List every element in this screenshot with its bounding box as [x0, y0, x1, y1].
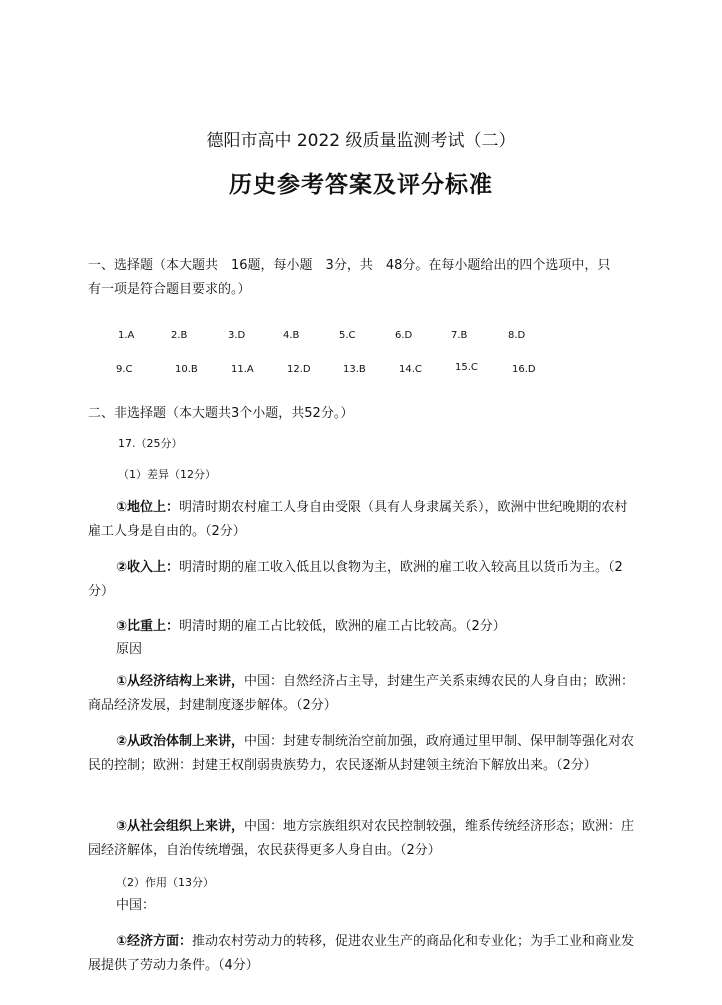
section1-heading-line1: 一、选择题（本大题共 16题，每小题 3分，共 48分。在每小题给出的四个选项中，只: [88, 258, 611, 273]
answer-item: 5.C: [339, 330, 356, 341]
answer-item: 12.D: [287, 364, 311, 375]
china-heading: 中国：: [116, 898, 156, 913]
point-label: ②从政治体制上来讲，: [116, 734, 245, 749]
point-text: 中国：自然经济占主导，封建生产关系束缚农民的人身自由；欧洲：商品经济发展，封建制度逐步解体。（2分）: [88, 674, 635, 713]
answer-item: 1.A: [118, 330, 135, 341]
effect-point-1: [88, 930, 636, 978]
difference-point-1: [88, 496, 636, 544]
point-label: ③从社会组织上来讲，: [116, 819, 245, 834]
point-text: 明清时期的雇工占比较低，欧洲的雇工占比较高。（2分）: [179, 619, 506, 634]
point-label: ①经济方面：: [116, 934, 193, 949]
answer-item: 3.D: [228, 330, 246, 341]
question-17-label: 17.（25分）: [118, 437, 183, 450]
part1-heading: （1）差异（12分）: [118, 468, 216, 481]
answer-item: 8.D: [508, 330, 526, 341]
answer-item: 10.B: [175, 364, 198, 375]
difference-point-2: [88, 556, 636, 604]
reason-point-1: [88, 670, 636, 718]
answer-item: 6.D: [395, 330, 413, 341]
answer-item: 4.B: [283, 330, 300, 341]
point-label: ③比重上：: [116, 619, 180, 634]
reason-heading: 原因: [116, 642, 143, 657]
answer-item: 11.A: [231, 364, 254, 375]
point-label: ①从经济结构上来讲，: [116, 674, 245, 689]
point-text: 推动农村劳动力的转移，促进农业生产的商品化和专业化；为手工业和商业发展提供了劳动力条件。（4分）: [88, 934, 635, 973]
answer-item: 14.C: [399, 364, 422, 375]
point-label: ②收入上：: [116, 560, 180, 575]
answer-item: 16.D: [512, 364, 536, 375]
point-text: 明清时期的雇工收入低且以食物为主，欧洲的雇工收入较高且以货币为主。（2分）: [88, 560, 623, 599]
point-label: ①地位上：: [116, 500, 180, 515]
point-text: 中国：封建专制统治空前加强，政府通过里甲制、保甲制等强化对农民的控制；欧洲：封建王权削弱贵族势力，农民逐渐从封建领主统治下解放出来。（2分）: [88, 734, 635, 773]
answer-item: 9.C: [116, 364, 133, 375]
reason-point-2: [88, 730, 636, 778]
answer-item: 13.B: [343, 364, 366, 375]
answer-item: 15.C: [455, 362, 478, 373]
section2-heading: 二、非选择题（本大题共3个小题，共52分。）: [88, 406, 354, 421]
part2-heading: （2）作用（13分）: [116, 876, 214, 889]
reason-point-3: [88, 815, 636, 863]
point-text: 中国：地方宗族组织对农民控制较强，维系传统经济形态；欧洲：庄园经济解体，自治传统增强，农民获得更多人身自由。（2分）: [88, 819, 635, 858]
section1-heading-line2: 有一项是符合题目要求的。）: [88, 282, 251, 297]
document-title: 历史参考答案及评分标准: [229, 172, 493, 198]
answer-item: 2.B: [171, 330, 188, 341]
point-text: 明清时期农村雇工人身自由受限（具有人身隶属关系），欧洲中世纪晚期的农村雇工人身是自由的。（2分）: [88, 500, 628, 539]
answer-item: 7.B: [451, 330, 468, 341]
difference-point-3: [88, 615, 636, 639]
exam-subtitle: 德阳市高中 2022 级质量监测考试（二）: [206, 131, 516, 151]
